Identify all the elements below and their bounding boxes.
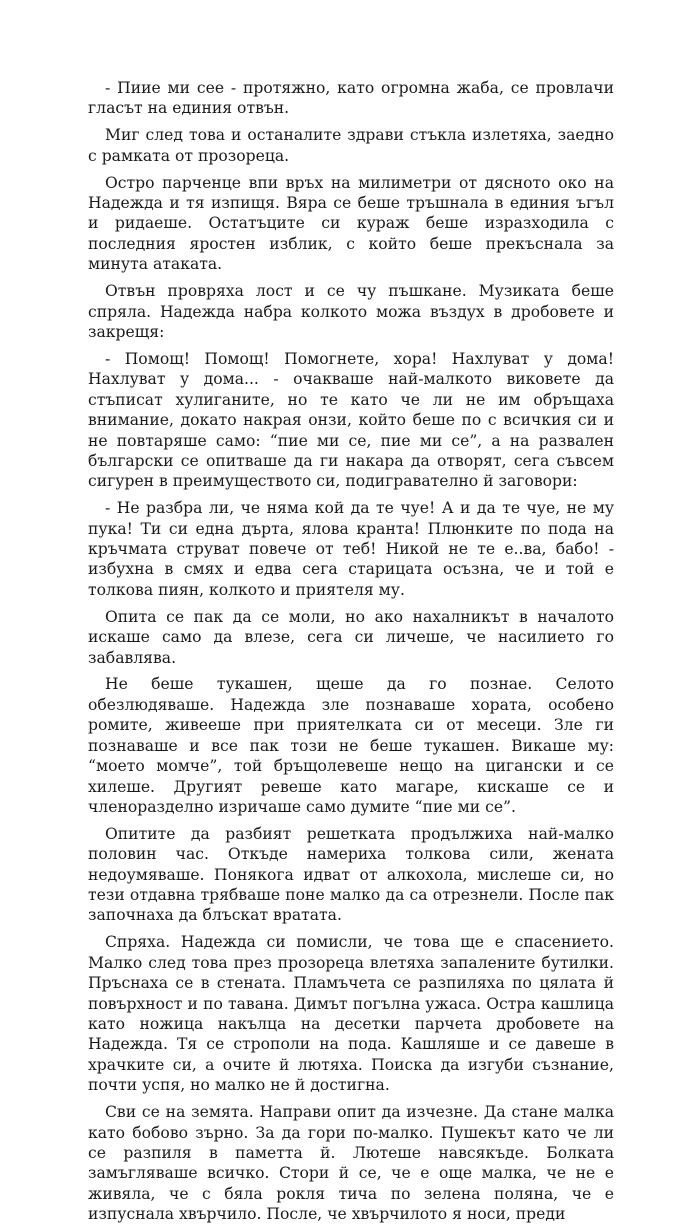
paragraph: Остро парченце впи връх на милиметри от дясното око на Надежда и тя изпищя. Вяра се беше тръшнала в единия ъгъл и ридаеше. Остатъците си кураж беше изразходила с последния яростен изблик, с който беше прекъснала за минута атаката. bbox=[88, 173, 614, 274]
paragraph: Опита се пак да се моли, но ако нахалникът в началото искаше само да влезе, сега си личеше, че насилието го забавлява. bbox=[88, 607, 614, 667]
paragraph: - Помощ! Помощ! Помогнете, хора! Нахлуват у дома! Нахлуват у дома... - очакваше най-малкото виковете да стъписат хулиганите, но те като че ли не им обръщаха внимание, докато накрая онзи, който беше по с всичкия си и не повтаряше само: “пие ми се, пие ми се”, а на развален български се опитваше да ги накара да отворят, сега съвсем сигурен в преимуществото си, подигравателно й заговори: bbox=[88, 349, 614, 491]
paragraph: Отвън провряха лост и се чу пъшкане. Музиката беше спряла. Надежда набра колкото можа въздух в дробовете и закрещя: bbox=[88, 282, 614, 341]
paragraph: Сви се на земята. Направи опит да изчезне. Да стане малка като бобово зърно. За да гори по-малко. Пушекът като че ли се разпиля в паметта й. Лютеше навсякъде. Болката замъгляваше всичко. Стори й се, че е още малка, че не е живяла, че с бяла рокля тича по зелена поляна, че е изпуснала хвърчило. После, че хвърчилото я носи, преди bbox=[88, 1103, 614, 1224]
paragraph: Опитите да разбият решетката продължиха най-малко половин час. Откъде намериха толкова сили, жената недоумяваше. Понякога идват от алкохола, мислеше си, но тези отдавна трябваше поне малко да са отрезнели. После пак започнаха да блъскат вратата. bbox=[88, 824, 614, 925]
paragraph: - Не разбра ли, че няма кой да те чуе! А и да те чуе, не му пука! Ти си една дърта, ялова кранта! Плюнките по пода на кръчмата струват повече от теб! Никой не те е..ва, бабо! - избухна в смях и едва сега старицата осъзна, че и той е толкова пиян, колкото и приятеля му. bbox=[88, 499, 614, 599]
paragraph: Не беше тукашен, щеше да го познае. Селото обезлюдяваше. Надежда зле познаваше хората, особено ромите, живееше при приятелката си от месеци. Зле ги познаваше и все пак този не беше тукашен. Викаше му: “моето момче”, той бръщолевеше нещо на цигански и се хилеше. Другият ревеше като магаре, кискаше се и членоразделно изричаше само думите “пие ми се”. bbox=[88, 675, 614, 816]
paragraph: - Пиие ми сее - протяжно, като огромна жаба, се провлачи гласът на единия отвън. bbox=[88, 79, 614, 118]
paragraph: Миг след това и останалите здрави стъкла излетяха, заедно с рамката от прозореца. bbox=[88, 126, 614, 165]
document-page bbox=[88, 78, 614, 1231]
paragraph: Спряха. Надежда си помисли, че това ще е спасението. Малко след това през прозореца влетяха запалените бутилки. Пръснаха се в стената. Пламъчета се разпиляха по цялата й повърхност и по тавана. Димът погълна ужаса. Остра кашлица като ножица накълца на десетки парчета дробовете на Надежда. Тя се строполи на пода. Кашляше и се давеше в храчките си, а очите й лютяха. Поиска да изгуби съзнание, почти успя, но малко не й достигна. bbox=[88, 933, 614, 1095]
